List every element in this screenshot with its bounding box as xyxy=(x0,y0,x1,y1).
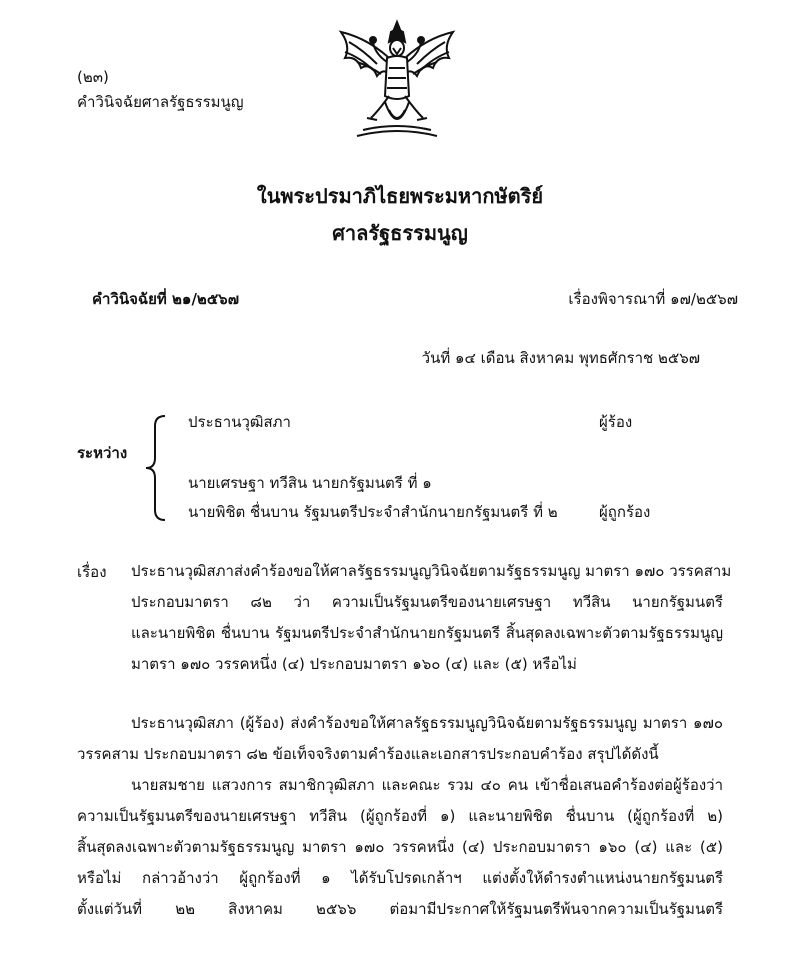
petitioner-role: ผู้ร้อง xyxy=(599,413,633,431)
subject-text xyxy=(131,556,732,680)
petitioner-name: ประธานวุฒิสภา xyxy=(188,413,291,431)
respondent-2: นายพิชิต ชื่นบาน รัฐมนตรีประจำสำนักนายกรัฐมนตรี ที่ ๒ xyxy=(188,503,558,521)
subject-line: และนายพิชิต ชื่นบาน รัฐมนตรีประจำสำนักนายกรัฐมนตรี สิ้นสุดลงเฉพาะตัวตามรัฐธรรมนูญ xyxy=(131,624,723,642)
body-line: ความเป็นรัฐมนตรีของนายเศรษฐา ทวีสิน (ผู้ถูกร้องที่ ๑) และนายพิชิต ชื่นบาน (ผู้ถูกร้องที่ ๒) xyxy=(77,807,723,825)
subject-line: ประธานวุฒิสภาส่งคำร้องขอให้ศาลรัฐธรรมนูญวินิจฉัยตามรัฐธรรมนูญ มาตรา ๑๗๐ วรรคสาม xyxy=(131,562,732,580)
case-number: เรื่องพิจารณาที่ ๑๗/๒๕๖๗ xyxy=(568,290,738,308)
body-paragraph-2 xyxy=(77,770,723,925)
ruling-date: วันที่ ๑๔ เดือน สิงหาคม พุทธศักราช ๒๕๖๗ xyxy=(421,349,700,367)
respondent-1: นายเศรษฐา ทวีสิน นายกรัฐมนตรี ที่ ๑ xyxy=(188,474,432,492)
body-line: หรือไม่ กล่าวอ้างว่า ผู้ถูกร้องที่ ๑ ได้รับโปรดเกล้าฯ แต่งตั้งให้ดำรงตำแหน่งนายกรัฐมนตรี xyxy=(77,869,723,887)
garuda-emblem-icon xyxy=(327,18,467,143)
respondent-role: ผู้ถูกร้อง xyxy=(599,503,651,521)
body-line: ตั้งแต่วันที่ ๒๒ สิงหาคม ๒๕๖๖ ต่อมามีประกาศให้รัฐมนตรีพ้นจากความเป็นรัฐมนตรี xyxy=(77,900,723,918)
ruling-number: คำวินิจฉัยที่ ๒๑/๒๕๖๗ xyxy=(92,290,239,308)
title-line-1: ในพระปรมาภิไธยพระมหากษัตริย์ xyxy=(256,184,544,208)
document-type: คำวินิจฉัยศาลรัฐธรรมนูญ xyxy=(77,93,244,111)
body-line: วรรคสาม ประกอบมาตรา ๘๒ ข้อเท็จจริงตามคำร้องและเอกสารประกอบคำร้อง สรุปได้ดังนี้ xyxy=(77,745,659,763)
subject-line: มาตรา ๑๗๐ วรรคหนึ่ง (๔) ประกอบมาตรา ๑๖๐ (๔) และ (๕) หรือไม่ xyxy=(131,655,577,673)
body-paragraph-1 xyxy=(77,708,723,770)
subject-label: เรื่อง xyxy=(77,563,107,581)
curly-brace xyxy=(143,414,169,522)
page-number: (๒๓) xyxy=(77,68,109,86)
subject-line: ประกอบมาตรา ๘๒ ว่า ความเป็นรัฐมนตรีของนายเศรษฐา ทวีสิน นายกรัฐมนตรี xyxy=(131,593,723,611)
body-line: นายสมชาย แสวงการ สมาชิกวุฒิสภา และคณะ รวม ๔๐ คน เข้าชื่อเสนอคำร้องต่อผู้ร้องว่า xyxy=(131,776,723,794)
body-line: สิ้นสุดลงเฉพาะตัวตามรัฐธรรมนูญ มาตรา ๑๗๐ วรรคหนึ่ง (๔) ประกอบมาตรา ๑๖๐ (๔) และ (๕) xyxy=(77,838,723,856)
title-line-2: ศาลรัฐธรรมนูญ xyxy=(332,221,468,245)
between-label: ระหว่าง xyxy=(77,444,128,462)
body-line: ประธานวุฒิสภา (ผู้ร้อง) ส่งคำร้องขอให้ศาลรัฐธรรมนูญวินิจฉัยตามรัฐธรรมนูญ มาตรา ๑๗๐ xyxy=(131,714,723,732)
